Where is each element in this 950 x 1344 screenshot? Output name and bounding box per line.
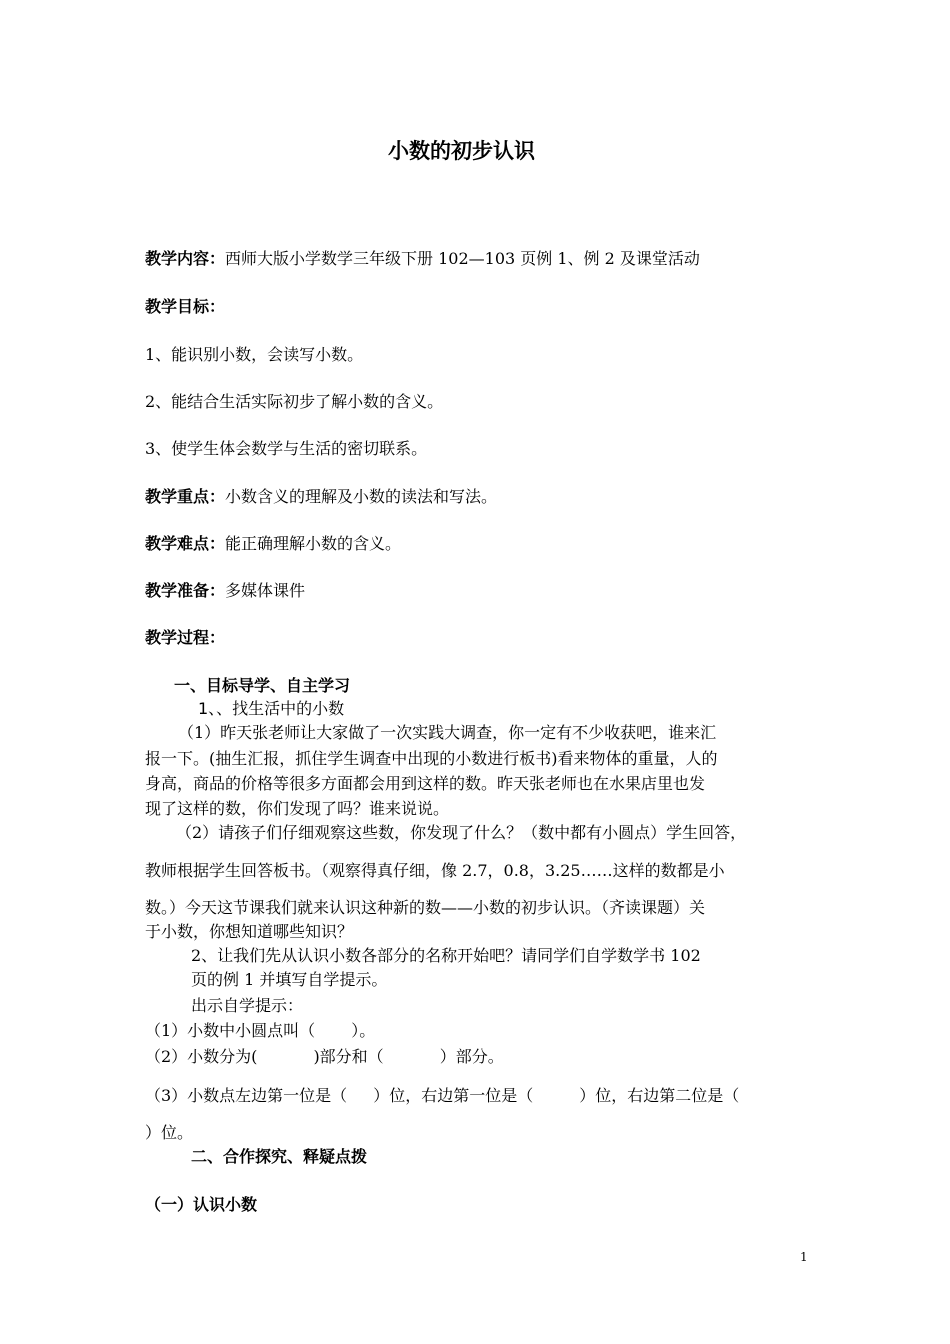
paragraph-line: （2）请孩子们仔细观察这些数，你发现了什么？（数中都有小圆点）学生回答， bbox=[176, 823, 747, 842]
section-two-subheading: （一）认识小数 bbox=[145, 1195, 258, 1214]
question-text: （1）小数中小圆点叫（ bbox=[145, 1021, 316, 1040]
self-study-question-3 bbox=[145, 1083, 739, 1106]
preparation-label: 教学准备： bbox=[145, 581, 226, 600]
paragraph-line: 页的例 1 并填写自学提示。 bbox=[191, 970, 388, 989]
question-text: （3）小数点左边第一位是（ bbox=[145, 1086, 348, 1105]
section-one-subheading: 1、、找生活中的小数 bbox=[198, 699, 345, 718]
goal-item: 2、能结合生活实际初步了解小数的含义。 bbox=[145, 392, 444, 411]
paragraph-line: 2、让我们先从认识小数各部分的名称开始吧？请同学们自学数学书 102 bbox=[191, 946, 701, 965]
question-text: ）位，右边第一位是（ bbox=[373, 1086, 534, 1105]
teaching-process-label: 教学过程： bbox=[145, 628, 226, 647]
goal-item: 1、能识别小数，会读写小数。 bbox=[145, 345, 364, 364]
page-number: 1 bbox=[800, 1250, 808, 1264]
preparation-text: 多媒体课件 bbox=[225, 581, 306, 600]
paragraph-line: 报一下。(抽生汇报，抓住学生调查中出现的小数进行板书)看来物体的重量，人的 bbox=[145, 749, 718, 768]
paragraph-line: 身高，商品的价格等很多方面都会用到这样的数。昨天张老师也在水果店里也发 bbox=[145, 774, 706, 793]
question-text: )部分和（ bbox=[313, 1047, 384, 1066]
self-study-question-1 bbox=[145, 1018, 375, 1041]
teaching-difficulty bbox=[145, 531, 401, 554]
key-point-label: 教学重点： bbox=[145, 487, 226, 506]
key-point-text: 小数含义的理解及小数的读法和写法。 bbox=[225, 487, 498, 506]
paragraph-line: 教师根据学生回答板书。（观察得真仔细，像 2.7，0.8，3.25……这样的数都是小 bbox=[145, 861, 725, 880]
section-two-heading: 二、合作探究、释疑点拨 bbox=[191, 1147, 368, 1166]
difficulty-text: 能正确理解小数的含义。 bbox=[225, 534, 402, 553]
teaching-content-label: 教学内容： bbox=[145, 249, 226, 268]
teaching-content-text: 西师大版小学数学三年级下册 102—103 页例 1、例 2 及课堂活动 bbox=[225, 249, 700, 268]
self-study-question-2 bbox=[145, 1044, 504, 1067]
paragraph-line: 出示自学提示： bbox=[191, 996, 304, 1015]
teaching-goals-label: 教学目标： bbox=[145, 297, 226, 316]
document-title: 小数的初步认识 bbox=[388, 139, 535, 163]
question-text: ）部分。 bbox=[439, 1047, 504, 1066]
question-text: ）位，右边第二位是（ bbox=[579, 1086, 740, 1105]
teaching-content bbox=[145, 246, 700, 269]
paragraph-line: （1）昨天张老师让大家做了一次实践大调查，你一定有不少收获吧，谁来汇 bbox=[178, 723, 717, 742]
difficulty-label: 教学难点： bbox=[145, 534, 226, 553]
teaching-key-point bbox=[145, 484, 497, 507]
paragraph-line: 现了这样的数，你们发现了吗？谁来说说。 bbox=[145, 799, 450, 818]
teaching-preparation bbox=[145, 578, 305, 601]
self-study-question-3-continuation: ）位。 bbox=[145, 1123, 194, 1142]
goal-item: 3、使学生体会数学与生活的密切联系。 bbox=[145, 439, 428, 458]
section-one-heading: 一、目标导学、自主学习 bbox=[174, 676, 351, 695]
question-text: （2）小数分为( bbox=[145, 1047, 258, 1066]
paragraph-line: 数。）今天这节课我们就来认识这种新的数——小数的初步认识。（齐读课题）关 bbox=[145, 898, 706, 917]
question-text: ）。 bbox=[351, 1021, 376, 1040]
paragraph-line: 于小数，你想知道哪些知识？ bbox=[145, 922, 354, 941]
